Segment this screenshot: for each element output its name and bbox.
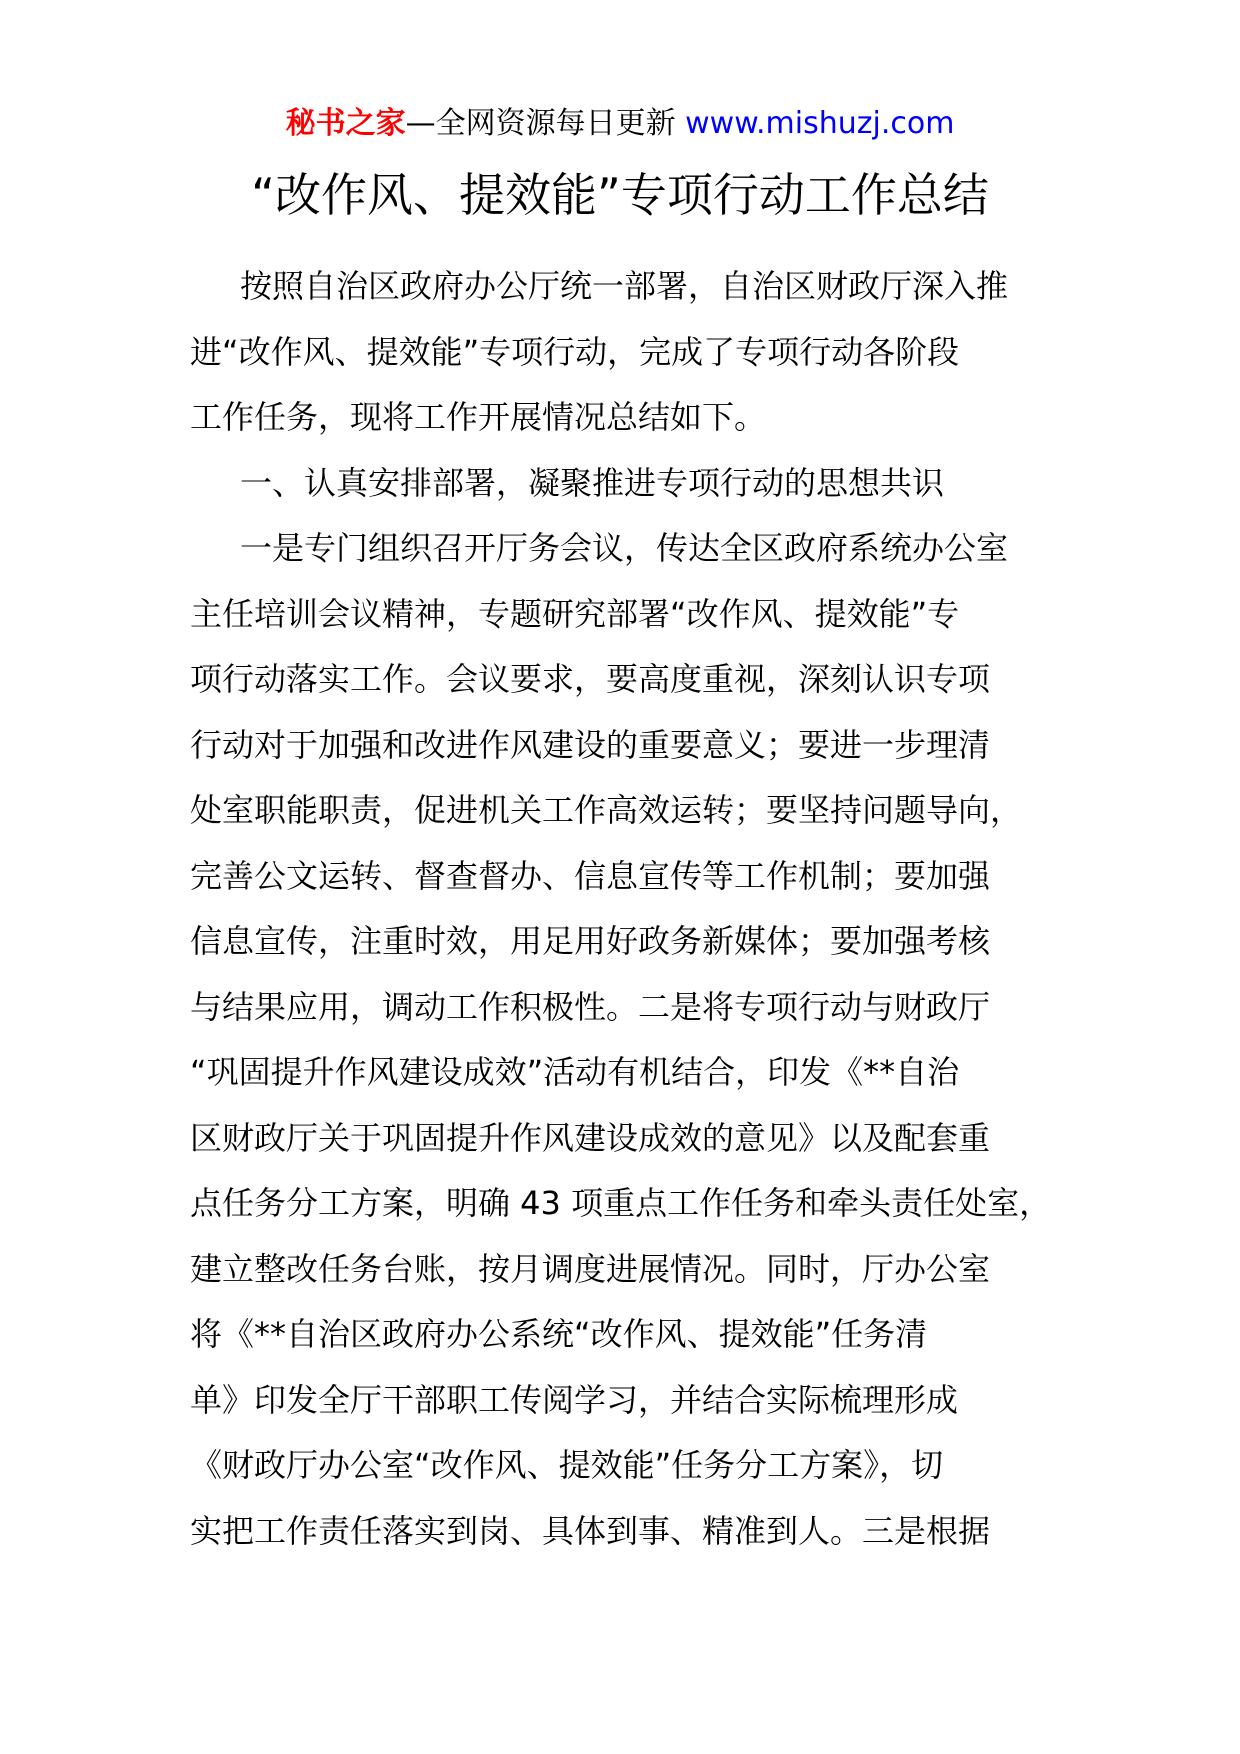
- body-line: 与结果应用，调动工作积极性。二是将专项行动与财政厅: [190, 987, 991, 1026]
- body-line: 将《**自治区政府办公系统“改作风、提效能”任务清: [190, 1315, 928, 1353]
- body-line: 信息宣传，注重时效，用足用好政务新媒体；要加强考核: [190, 922, 991, 960]
- body-line: 项行动落实工作。会议要求，要高度重视，深刻认识专项: [190, 660, 991, 698]
- body-line: 《财政厅办公室“改作风、提效能”任务分工方案》，切: [190, 1446, 944, 1484]
- document-title: “改作风、提效能”专项行动工作总结: [251, 168, 989, 222]
- body-line: 主任培训会议精神，专题研究部署“改作风、提效能”专: [190, 594, 960, 633]
- body-line: 一是专门组织召开厅务会议，传达全区政府系统办公室: [240, 529, 1009, 567]
- body-line: 按照自治区政府办公厅统一部署，自治区财政厅深入推: [240, 267, 1009, 305]
- brand-tagline: —全网资源每日更新: [405, 106, 676, 141]
- body-line: 单》印发全厅干部职工传阅学习，并结合实际梳理形成: [190, 1380, 959, 1419]
- document-body: [190, 254, 1090, 1564]
- body-line: 区财政厅关于巩固提升作风建设成效的意见》以及配套重: [190, 1118, 991, 1157]
- body-line: “巩固提升作风建设成效”活动有机结合，印发《**自治: [190, 1053, 960, 1091]
- brand-name: 秘书之家: [285, 106, 406, 141]
- body-line: 实把工作责任落实到岗、具体到事、精准到人。三是根据: [190, 1511, 991, 1550]
- body-line: 点任务分工方案，明确 43 项重点工作任务和牵头责任处室，: [190, 1184, 1052, 1222]
- body-line: 完善公文运转、督查督办、信息宣传等工作机制；要加强: [190, 856, 991, 895]
- body-line: 建立整改任务台账，按月调度进展情况。同时，厅办公室: [190, 1249, 991, 1288]
- body-line: 行动对于加强和改进作风建设的重要意义；要进一步理清: [190, 725, 991, 764]
- body-line: 进“改作风、提效能”专项行动，完成了专项行动各阶段: [190, 332, 960, 371]
- site-url[interactable]: www.mishuzj.com: [685, 106, 955, 141]
- body-line: 工作任务，现将工作开展情况总结如下。: [190, 398, 767, 436]
- section-heading: 一、认真安排部署，凝聚推进专项行动的思想共识: [240, 463, 945, 502]
- body-line: 处室职能职责，促进机关工作高效运转；要坚持问题导向，: [190, 791, 1023, 829]
- watermark-header: [0, 102, 1240, 146]
